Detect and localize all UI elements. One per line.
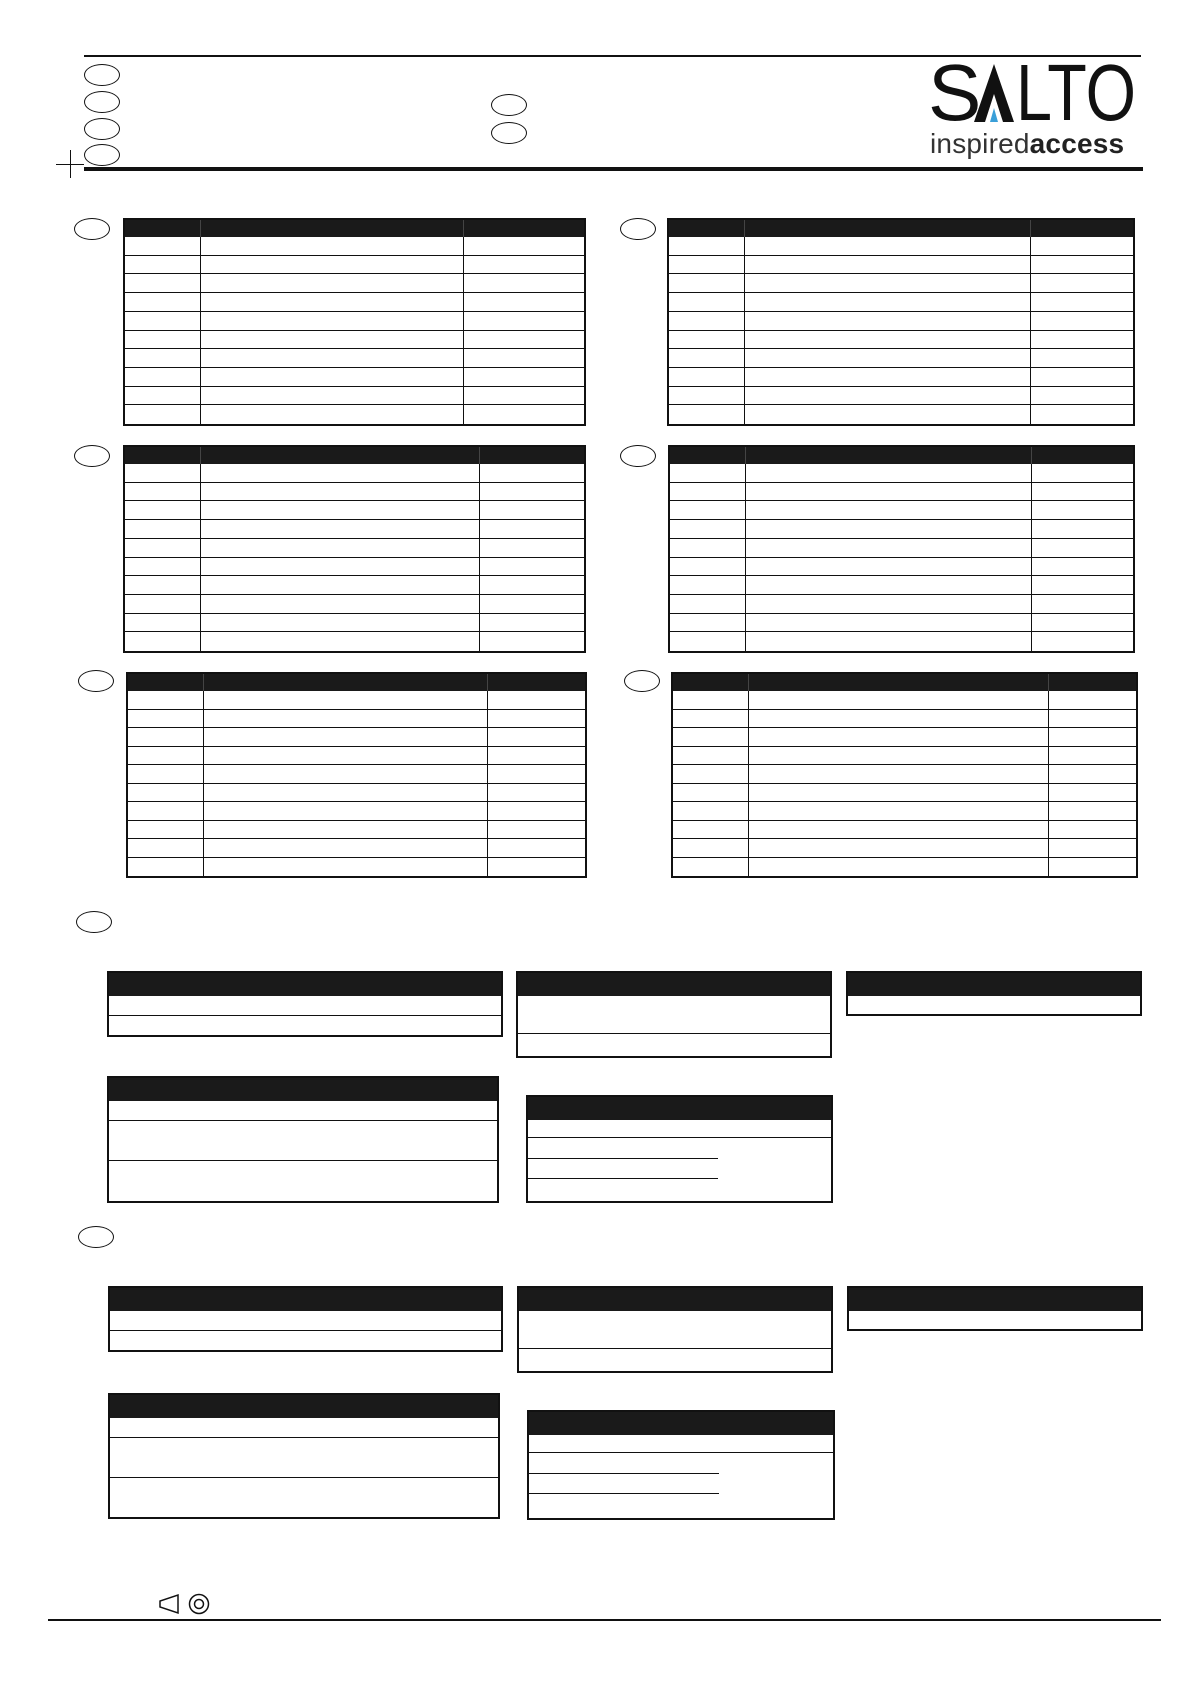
spec-table-7b xyxy=(516,971,832,1058)
fill-line xyxy=(529,1493,719,1494)
table-header-cell xyxy=(125,220,201,237)
table-5 xyxy=(126,672,587,878)
spec-table-8b xyxy=(517,1286,833,1373)
language-circle-5 xyxy=(491,94,527,116)
tagline-bold: access xyxy=(1029,128,1125,159)
spec-table-7a xyxy=(107,971,503,1037)
section-circle-1 xyxy=(74,218,110,240)
top-rule-thin xyxy=(84,55,1141,57)
svg-text:S: S xyxy=(928,48,982,137)
spec-table-8a xyxy=(108,1286,503,1352)
fill-line xyxy=(528,1178,718,1179)
language-circle-6 xyxy=(491,122,527,144)
section-circle-4 xyxy=(620,445,656,467)
spec-table-8d xyxy=(108,1393,500,1519)
section-circle-3 xyxy=(74,445,110,467)
registration-mark-vertical xyxy=(70,150,71,178)
table-header-cell xyxy=(201,220,464,237)
section-circle-2 xyxy=(620,218,656,240)
salto-logo xyxy=(928,48,1138,163)
table-4 xyxy=(668,445,1135,653)
speaker-icon xyxy=(158,1594,180,1614)
fill-line xyxy=(529,1473,719,1474)
tagline-light: inspired xyxy=(930,128,1030,159)
salto-tagline xyxy=(930,128,1124,160)
table-6 xyxy=(671,672,1138,878)
section-circle-5 xyxy=(78,670,114,692)
fill-line xyxy=(528,1158,718,1159)
language-circle-4 xyxy=(84,144,120,166)
section-circle-7 xyxy=(76,911,112,933)
table-1 xyxy=(123,218,586,426)
top-rule-thick xyxy=(84,167,1143,171)
spec-table-7e xyxy=(526,1095,833,1203)
language-circle-3 xyxy=(84,118,120,140)
table-header-cell xyxy=(464,220,584,237)
spec-table-8c xyxy=(847,1286,1143,1331)
spec-table-7c xyxy=(846,971,1142,1016)
section-circle-8 xyxy=(78,1226,114,1248)
spec-table-7d xyxy=(107,1076,499,1203)
target-icon xyxy=(188,1593,210,1615)
spec-table-8e xyxy=(527,1410,835,1520)
language-circle-2 xyxy=(84,91,120,113)
salto-wordmark xyxy=(928,48,1138,137)
bottom-rule xyxy=(48,1619,1161,1621)
table-2 xyxy=(667,218,1135,426)
svg-text:LTO: LTO xyxy=(1016,48,1136,137)
language-circle-1 xyxy=(84,64,120,86)
table-3 xyxy=(123,445,586,653)
section-circle-6 xyxy=(624,670,660,692)
